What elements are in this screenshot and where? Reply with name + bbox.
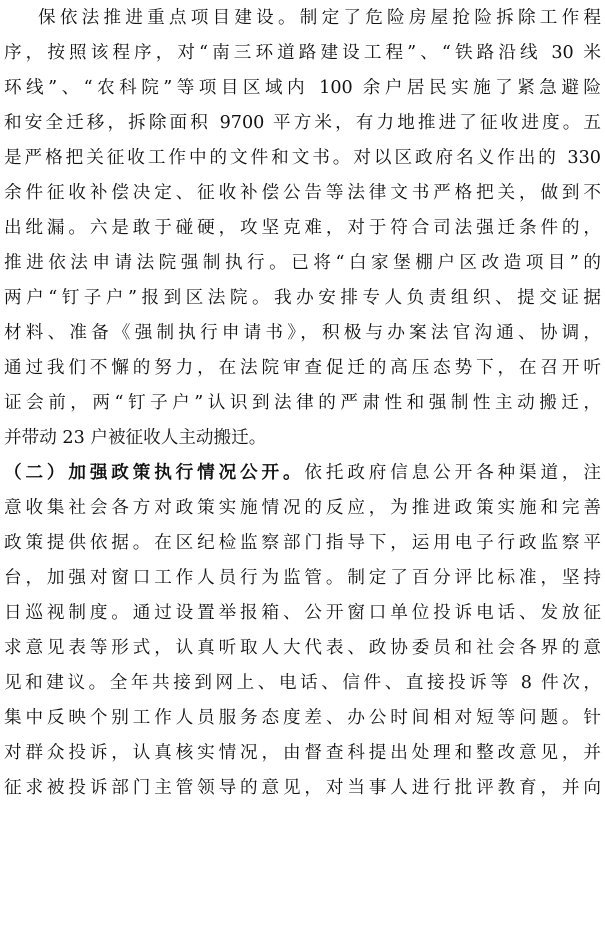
paragraph-line: 意收集社会各方对政策实施情况的反应，为推进政策实施和完善: [4, 498, 601, 518]
paragraph-line: 是严格把关征收工作中的文件和文书。对以区政府名义作出的 330: [4, 148, 601, 168]
paragraph-line: 台，加强对窗口工作人员行为监管。制定了百分评比标准，坚持: [4, 568, 601, 588]
paragraph-line: 保依法推进重点项目建设。制定了危险房屋抢险拆除工作程: [38, 8, 601, 28]
paragraph-line: 集中反映个别工作人员服务态度差、办公时间相对短等问题。针: [4, 708, 601, 728]
paragraph-line: 材料、准备《强制执行申请书》，积极与办案法官沟通、协调，: [4, 323, 601, 343]
paragraph-line: 推进依法申请法院强制执行。已将“白家堡棚户区改造项目”的: [4, 253, 601, 273]
paragraph-line: 见和建议。全年共接到网上、电话、信件、直接投诉等 8 件次，: [4, 673, 601, 693]
paragraph-line: 余件征收补偿决定、征收补偿公告等法律文书严格把关，做到不: [4, 183, 601, 203]
paragraph-line: 政策提供依据。在区纪检监察部门指导下，运用电子行政监察平: [4, 533, 601, 553]
section-heading: （二）加强政策执行情况公开。: [4, 463, 305, 483]
paragraph-line: 序，按照该程序，对“南三环道路建设工程”、“铁路沿线 30 米: [4, 43, 601, 63]
section-heading-line: [4, 457, 601, 489]
paragraph-line: 和安全迁移，拆除面积 9700 平方米，有力地推进了征收进度。五: [4, 113, 601, 133]
paragraph-line: 求意见表等形式，认真听取人大代表、政协委员和社会各界的意: [4, 638, 601, 658]
paragraph-line: 征求被投诉部门主管领导的意见，对当事人进行批评教育，并向: [4, 778, 601, 798]
paragraph-line: 出纰漏。六是敢于碰硬，攻坚克难，对于符合司法强迁条件的，: [4, 218, 601, 238]
paragraph-line: 日巡视制度。通过设置举报箱、公开窗口单位投诉电话、发放征: [4, 603, 601, 623]
section-heading-rest: 依托政府信息公开各种渠道，注: [304, 463, 601, 483]
paragraph-line: 环线”、“农科院”等项目区域内 100 余户居民实施了紧急避险: [4, 78, 601, 98]
paragraph-line: 对群众投诉，认真核实情况，由督查科提出处理和整改意见，并: [4, 743, 601, 763]
paragraph-line: 两户“钉子户”报到区法院。我办安排专人负责组织、提交证据: [4, 288, 601, 308]
paragraph-line: 证会前，两“钉子户”认识到法律的严肃性和强制性主动搬迁，: [4, 393, 601, 413]
paragraph-line: 通过我们不懈的努力，在法院审查促迁的高压态势下，在召开听: [4, 358, 601, 378]
paragraph-last-line: 并带动 23 户被征收人主动搬迁。: [4, 428, 267, 448]
